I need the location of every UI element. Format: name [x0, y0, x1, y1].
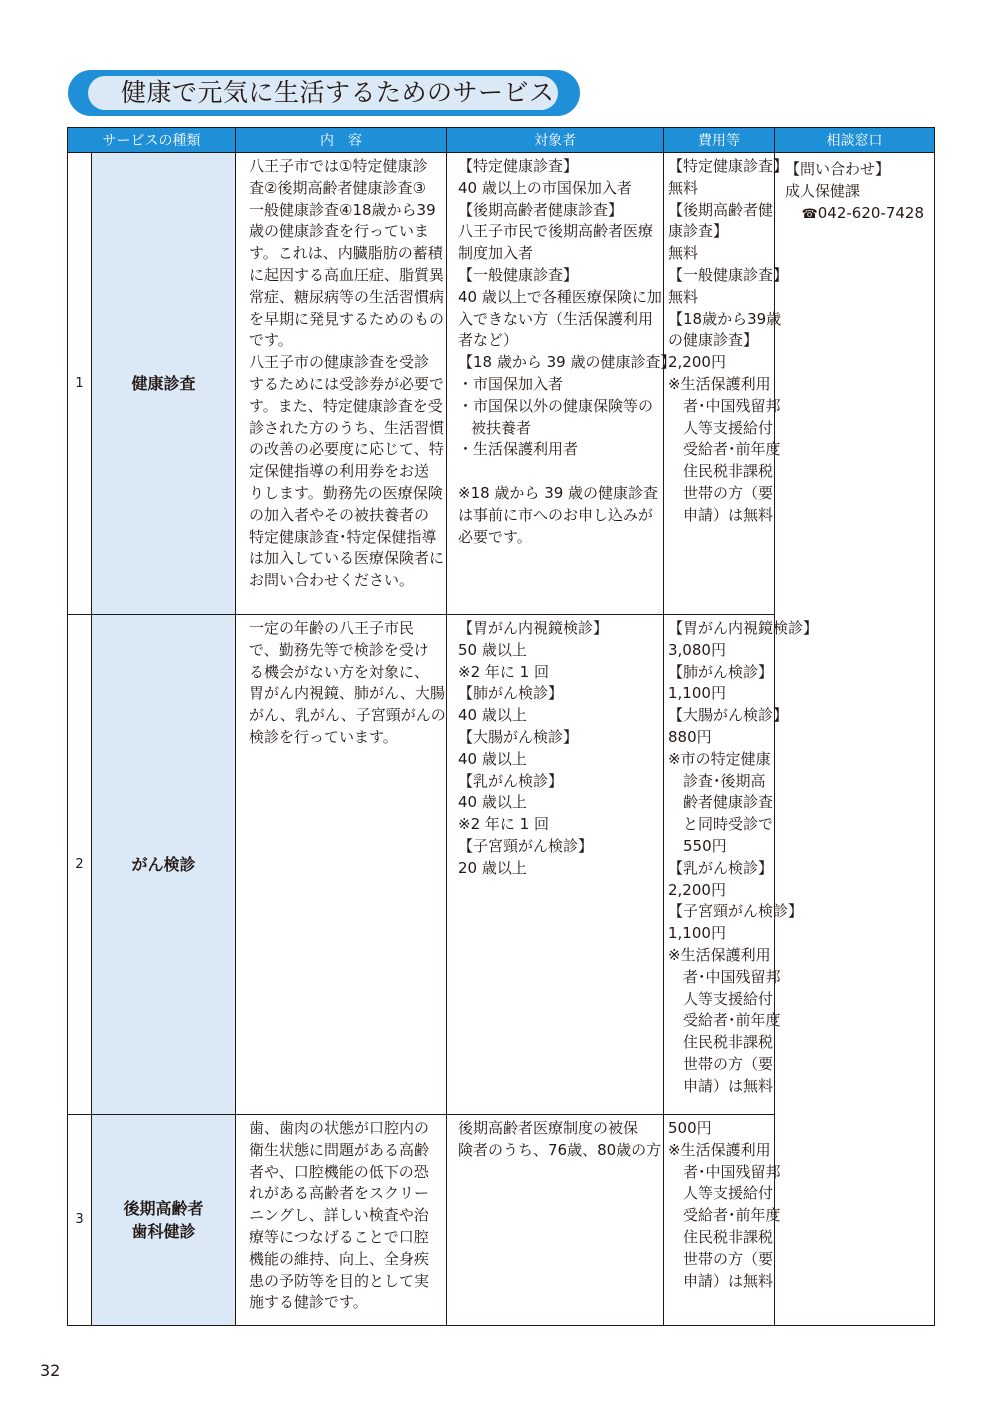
table-row [68, 153, 935, 615]
service-name: がん検診 [92, 615, 236, 1115]
text-line: 診査･後期高 [683, 771, 766, 790]
text-line: 人等支援給付 [683, 989, 774, 1008]
text-line: は事前に市へのお申し込みが [458, 505, 654, 524]
service-content [236, 615, 447, 1115]
text-line: 住民税非課税 [683, 1033, 774, 1052]
text-line: お問い合わせください。 [249, 571, 415, 590]
service-cost [664, 1115, 781, 1326]
text-line: と同時受診で [683, 815, 774, 834]
text-line: 齢者健康診査 [683, 793, 774, 812]
text-line [458, 461, 657, 483]
text-line: 40 歳以上 [458, 706, 527, 725]
text-line: ※市の特定健康 [668, 749, 771, 768]
text-line: 者･中国残留邦 [683, 1162, 781, 1181]
contact-cell [775, 153, 935, 1326]
text-line: 1,100円 [668, 924, 726, 943]
text-line: 【乳がん検診】 [458, 771, 564, 790]
text-line: 住民税非課税 [683, 462, 774, 481]
text-line: 特定健康診査･特定保健指導 [249, 527, 437, 546]
text-line: 衛生状態に問題がある高齢 [249, 1140, 430, 1159]
text-line: 【胃がん内視鏡検診】 [668, 619, 819, 637]
text-line: 住民税非課税 [683, 1227, 774, 1246]
text-line: る機会がない方を対象に、 [249, 662, 430, 681]
text-line: 患の予防等を目的として実 [249, 1271, 430, 1290]
text-line: す。また、特定健康診査を受 [249, 396, 443, 415]
service-content [236, 153, 447, 615]
text-line: の改善の必要度に応じて、特 [249, 440, 444, 459]
text-line: 後期高齢者医療制度の被保 [458, 1119, 639, 1137]
text-line: 【特定健康診査】 [668, 157, 789, 175]
text-line: 険者のうち、76歳、80歳の方 [458, 1140, 662, 1159]
text-line: 被扶養者 [471, 418, 532, 437]
text-line: です。 [249, 331, 293, 350]
text-line: りします。勤務先の医療保険 [249, 483, 443, 502]
text-line: 世帯の方（要 [683, 483, 774, 502]
text-line: 一定の年齢の八王子市民 [249, 619, 415, 637]
text-line: 40 歳以上の市国保加入者 [458, 178, 632, 197]
text-line: 40 歳以上で各種医療保険に加 [458, 287, 662, 306]
text-line: 20 歳以上 [458, 858, 527, 877]
text-line: 定保健指導の利用券をお送 [249, 462, 430, 481]
text-line: 【肺がん検診】 [458, 684, 564, 703]
text-line: 申請）は無料 [683, 1076, 774, 1095]
text-line: 一般健康診査④18歳から39 [249, 200, 436, 219]
service-content [236, 1115, 447, 1326]
text-line: ※18 歳から 39 歳の健康診査 [458, 484, 659, 503]
text-line: 受給者･前年度 [683, 1011, 781, 1030]
text-line: 者･中国残留邦 [683, 396, 781, 415]
text-line: の健康診査】 [668, 331, 759, 350]
text-line: 八王子市の健康診査を受診 [249, 353, 430, 372]
text-line: 40 歳以上 [458, 793, 527, 812]
text-line: 【大腸がん検診】 [668, 706, 789, 725]
text-line: 【特定健康診査】 [458, 157, 579, 175]
text-line: 880円 [668, 727, 712, 746]
row-number: 1 [68, 153, 92, 615]
text-line: 入できない方（生活保護利用 [458, 309, 654, 328]
column-header-target: 対象者 [447, 128, 664, 153]
text-line: 制度加入者 [458, 244, 534, 263]
text-line: 無料 [668, 244, 699, 263]
page-title: 健康で元気に生活するためのサービス [88, 76, 558, 110]
text-line: 歳の健康診査を行っていま [249, 222, 430, 241]
text-line: ※生活保護利用 [668, 374, 771, 393]
text-line: 1,100円 [668, 684, 726, 703]
text-line: 【乳がん検診】 [668, 858, 774, 877]
text-line: 【18 歳から 39 歳の健康診査】 [458, 353, 676, 372]
text-line: 人等支援給付 [683, 1184, 774, 1203]
contact-department: 成人保健課 [785, 181, 861, 200]
contact-phone [785, 203, 928, 226]
text-line: 【胃がん内視鏡検診】 [458, 619, 609, 637]
text-line: 診された方のうち、生活習慣 [249, 418, 445, 437]
service-cost [664, 153, 789, 615]
service-name: 健康診査 [92, 153, 236, 615]
text-line: 胃がん内視鏡、肺がん、大腸 [249, 684, 445, 703]
text-line: は加入している医療保険者に [249, 549, 445, 568]
contact-heading: 【問い合わせ】 [785, 160, 891, 178]
text-line: 50 歳以上 [458, 640, 527, 659]
text-line: ・市国保加入者 [458, 374, 564, 393]
text-line: 【後期高齢者健康診査】 [458, 200, 624, 219]
text-line: 検診を行っています。 [249, 727, 398, 746]
text-line: 康診査】 [668, 222, 729, 241]
text-line: 者･中国残留邦 [683, 967, 781, 986]
text-line: 申請）は無料 [683, 1271, 774, 1290]
text-line: 500円 [668, 1119, 712, 1137]
column-header-service: サービスの種類 [68, 128, 236, 153]
text-line: 八王子市では①特定健康診 [249, 157, 428, 175]
text-line: れがある高齢者をスクリー [249, 1184, 430, 1203]
text-line: 3,080円 [668, 640, 726, 659]
text-line: 機能の維持、向上、全身疾 [249, 1249, 430, 1268]
text-line: 者など） [458, 331, 519, 350]
table-header-row [68, 128, 935, 153]
row-number: 2 [68, 615, 92, 1115]
text-line: 無料 [668, 178, 699, 197]
text-line: 40 歳以上 [458, 749, 527, 768]
text-line: 常症、糖尿病等の生活習慣病 [249, 287, 445, 306]
text-line: 世帯の方（要 [683, 1249, 774, 1268]
text-line: に起因する高血圧症、脂質異 [249, 265, 445, 284]
text-line: 【大腸がん検診】 [458, 727, 579, 746]
service-target [447, 153, 676, 615]
text-line: 者や、口腔機能の低下の恐 [249, 1162, 429, 1181]
text-line: 【一般健康診査】 [458, 265, 579, 284]
column-header-content: 内 容 [236, 128, 447, 153]
text-line: 査②後期高齢者健康診査③ [249, 178, 426, 197]
text-line: 無料 [668, 287, 699, 306]
text-line: で、勤務先等で検診を受け [249, 640, 429, 659]
text-line: 申請）は無料 [683, 505, 774, 524]
service-name: 後期高齢者 歯科健診 [92, 1115, 236, 1326]
text-line: 【子宮頸がん検診】 [458, 836, 594, 855]
text-line: 世帯の方（要 [683, 1054, 774, 1073]
text-line: するためには受診券が必要で [249, 374, 445, 393]
text-line: 受給者･前年度 [683, 1206, 781, 1225]
text-line: 必要です。 [458, 527, 532, 546]
text-line: ニングし、詳しい検査や治 [249, 1206, 429, 1225]
phone-number: 042-620-7428 [817, 203, 924, 222]
text-line: を早期に発見するためのもの [249, 309, 445, 328]
service-target [447, 1115, 664, 1326]
text-line: がん、乳がん、子宮頸がんの [249, 706, 446, 725]
column-header-contact: 相談窓口 [775, 128, 935, 153]
text-line: 【18歳から39歳 [668, 309, 782, 328]
text-line: 2,200円 [668, 880, 726, 899]
text-line: 550円 [683, 836, 727, 855]
text-line: ・市国保以外の健康保険等の [458, 396, 654, 415]
text-line: す。これは、内臓脂肪の蓄積 [249, 244, 443, 263]
phone-icon: ☎ [801, 206, 818, 222]
text-line: 2,200円 [668, 353, 726, 372]
service-target [447, 615, 664, 1115]
text-line: 【後期高齢者健 [668, 200, 774, 219]
text-line: ・生活保護利用者 [458, 440, 579, 459]
services-table [67, 127, 935, 1326]
text-line: ※2 年に 1 回 [458, 815, 549, 834]
text-line: 療等につなげることで口腔 [249, 1227, 429, 1246]
text-line: 【一般健康診査】 [668, 265, 789, 284]
text-line: の加入者やその被扶養者の [249, 505, 430, 524]
text-line: 人等支援給付 [683, 418, 774, 437]
row-number: 3 [68, 1115, 92, 1326]
text-line: 受給者･前年度 [683, 440, 781, 459]
service-cost [664, 615, 819, 1115]
text-line: 八王子市民で後期高齢者医療 [458, 222, 654, 241]
page-number: 32 [40, 1361, 61, 1380]
text-line: ※2 年に 1 回 [458, 662, 549, 681]
text-line: 施する健診です。 [249, 1293, 368, 1312]
text-line: ※生活保護利用 [668, 945, 771, 964]
text-line: 【子宮頸がん検診】 [668, 902, 804, 921]
column-header-cost: 費用等 [664, 128, 775, 153]
text-line: 歯、歯肉の状態が口腔内の [249, 1119, 430, 1137]
text-line: 【肺がん検診】 [668, 662, 774, 681]
text-line: ※生活保護利用 [668, 1140, 771, 1159]
